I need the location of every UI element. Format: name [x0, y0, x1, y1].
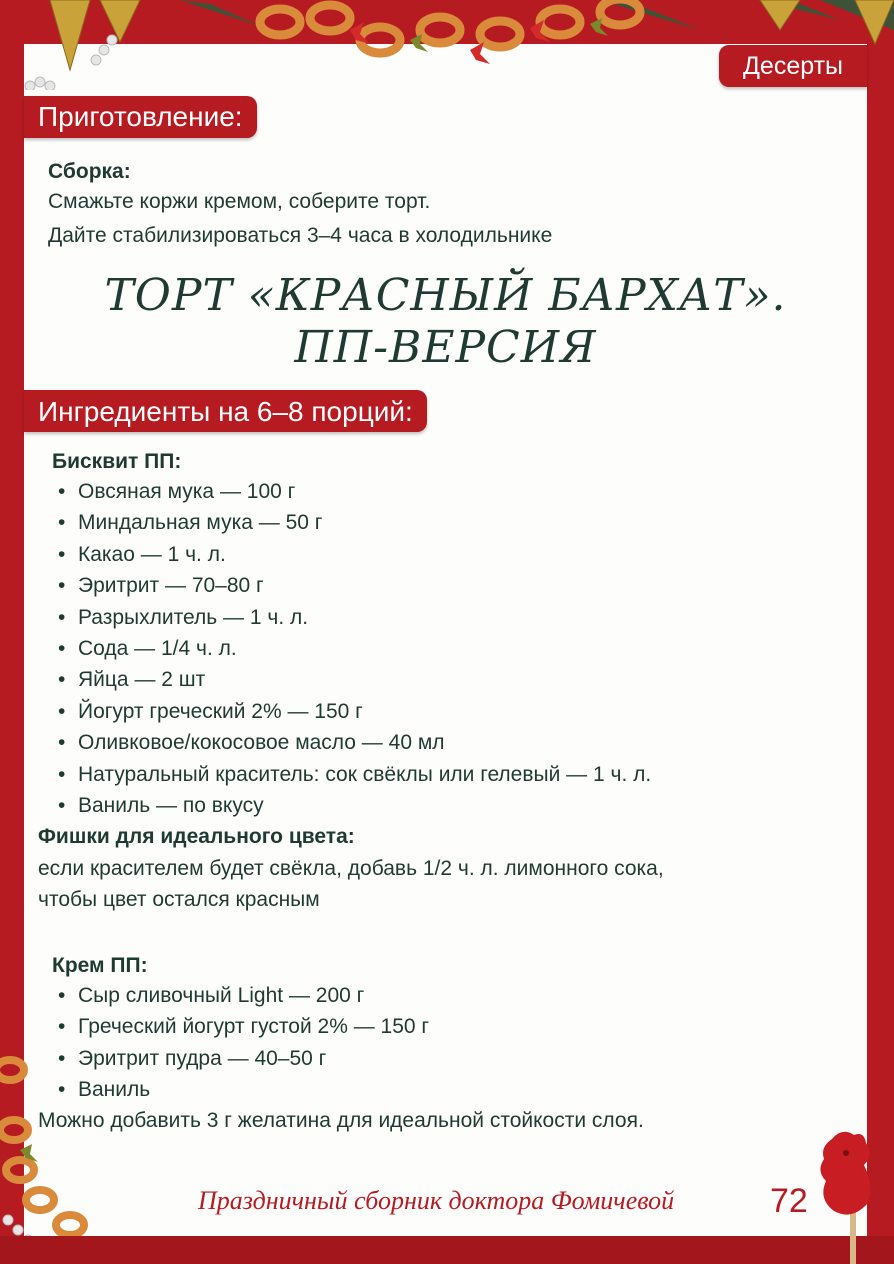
recipe-title-line-1: ТОРТ «КРАСНЫЙ БАРХАТ».: [104, 270, 787, 321]
color-tip-line-1: если красителем будет свёкла, добавь 1/2 ч. л. лимонного сока,: [38, 857, 664, 880]
ingredients-heading: Ингредиенты на 6–8 порций:: [24, 390, 427, 432]
list-item: • Овсяная мука — 100 г: [50, 476, 651, 507]
preparation-heading: Приготовление:: [24, 96, 257, 138]
sponge-ingredient-list: [50, 476, 651, 821]
color-tip-line-2: чтобы цвет остался красным: [38, 888, 320, 911]
list-item: • Миндальная мука — 50 г: [50, 507, 651, 538]
page-number: 72: [770, 1182, 808, 1220]
list-item: • Какао — 1 ч. л.: [50, 539, 651, 570]
category-tag: Десерты: [719, 45, 867, 87]
list-item: • Яйца — 2 шт: [50, 664, 651, 695]
list-item: • Ваниль: [50, 1074, 429, 1105]
sponge-heading: Бисквит ПП:: [52, 450, 182, 473]
list-item: • Эритрит пудра — 40–50 г: [50, 1043, 429, 1074]
list-item: • Натуральный краситель: сок свёклы или гелевый — 1 ч. л.: [50, 759, 651, 790]
book-title-footer: Праздничный сборник доктора Фомичевой: [198, 1186, 675, 1215]
preparation-line-1: Смажьте коржи кремом, соберите торт.: [48, 190, 431, 213]
list-item: • Разрыхлитель — 1 ч. л.: [50, 602, 651, 633]
cream-ingredient-list: [50, 980, 429, 1106]
list-item: • Ваниль — по вкусу: [50, 790, 651, 821]
preparation-line-2: Дайте стабилизироваться 3–4 часа в холодильнике: [48, 224, 553, 247]
list-item: • Йогурт греческий 2% — 150 г: [50, 696, 651, 727]
bottom-decorative-strip: [0, 1236, 894, 1264]
cream-heading: Крем ПП:: [52, 954, 148, 977]
gelatin-note: Можно добавить 3 г желатина для идеальной стойкости слоя.: [38, 1109, 644, 1132]
list-item: • Сода — 1/4 ч. л.: [50, 633, 651, 664]
list-item: • Оливковое/кокосовое масло — 40 мл: [50, 727, 651, 758]
rooster-lollipop-icon: [812, 1125, 882, 1264]
list-item: • Сыр сливочный Light — 200 г: [50, 980, 429, 1011]
recipe-title-line-2: ПП-ВЕРСИЯ: [294, 322, 597, 373]
list-item: • Эритрит — 70–80 г: [50, 570, 651, 601]
color-tip-heading: Фишки для идеального цвета:: [38, 825, 355, 848]
list-item: • Греческий йогурт густой 2% — 150 г: [50, 1011, 429, 1042]
assembly-subheading: Сборка:: [48, 160, 131, 183]
